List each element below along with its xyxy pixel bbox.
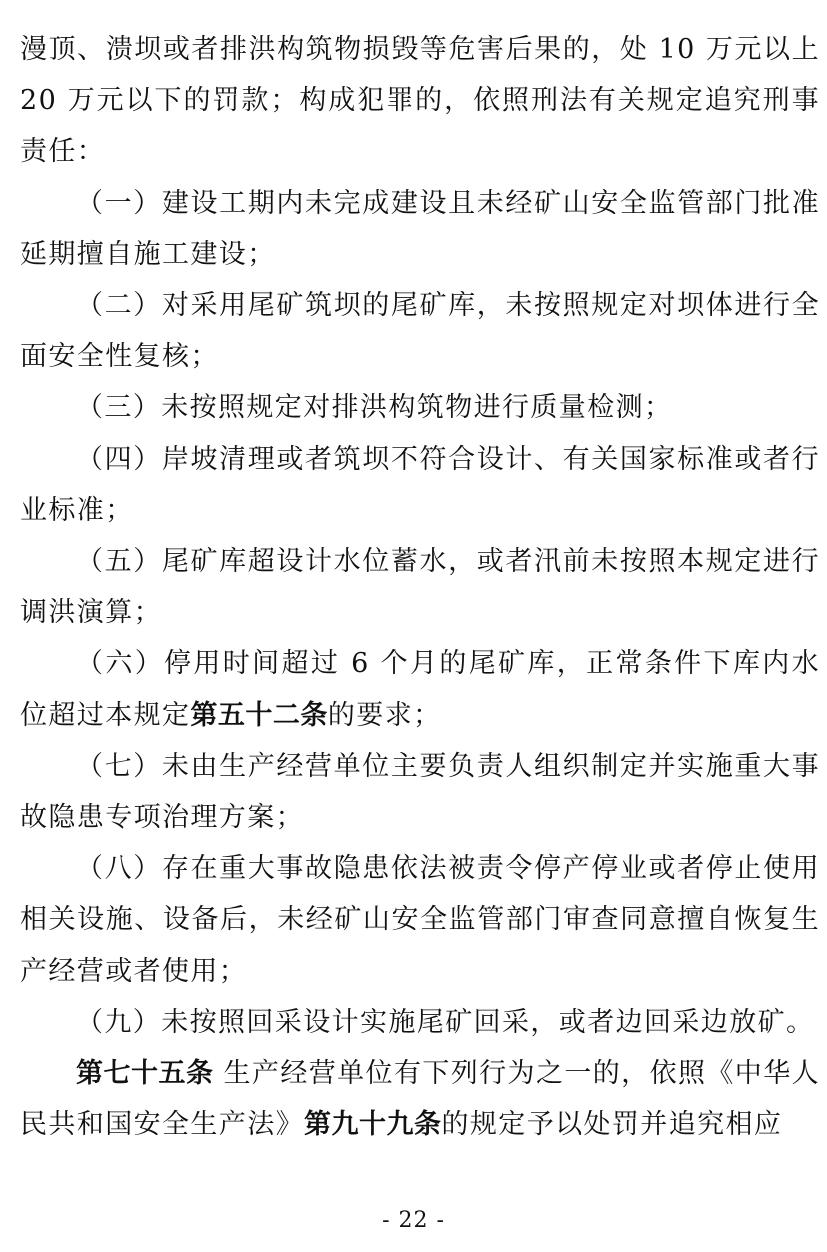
list-item-8: （八）存在重大事故隐患依法被责令停产停业或者停止使用相关设施、设备后，未经矿山安全监管部门审查同意擅自恢复生产经营或者使用；	[20, 853, 820, 987]
list-item-7: （七）未由生产经营单位主要负责人组织制定并实施重大事故隐患专项治理方案；	[20, 750, 820, 834]
article-75-tail: 的规定予以处罚并追究相应	[441, 1109, 783, 1141]
list-item-2: （二）对采用尾矿筑坝的尾矿库，未按照规定对坝体进行全面安全性复核；	[20, 290, 820, 373]
list-item-6-tail: 的要求；	[327, 699, 442, 731]
article-75-paragraph	[20, 1048, 820, 1150]
list-item-5: （五）尾矿库超设计水位蓄水，或者汛前未按照本规定进行调洪演算；	[20, 546, 820, 629]
page-number: - 22 -	[382, 1208, 445, 1233]
list-item-4: （四）岸坡清理或者筑坝不符合设计、有关国家标准或者行业标准；	[20, 443, 820, 526]
intro-paragraph: 漫顶、溃坝或者排洪构筑物损毁等危害后果的，处 10 万元以上 20 万元以下的罚款；构成犯罪的，依照刑法有关规定追究刑事责任：	[20, 34, 820, 168]
article-75-text: 生产经营单位有下列行为之一的，依照《中华人民共和国安全生产法》	[20, 1058, 821, 1141]
list-item-1: （一）建设工期内未完成建设且未经矿山安全监管部门批准延期擅自施工建设；	[20, 187, 820, 270]
article-reference-99: 第九十九条	[304, 1109, 442, 1141]
article-reference-52: 第五十二条	[190, 699, 328, 731]
document-body	[20, 24, 820, 1150]
list-item-9: （九）未按照回采设计实施尾矿回采，或者边回采边放矿。	[76, 1006, 815, 1038]
list-item-3: （三）未按照规定对排洪构筑物进行质量检测；	[76, 392, 673, 424]
article-75-heading: 第七十五条	[76, 1058, 214, 1090]
list-item-6	[20, 638, 820, 740]
list-item-6-text: （六）停用时间超过 6 个月的尾矿库，正常条件下库内水位超过本规定	[20, 648, 820, 731]
